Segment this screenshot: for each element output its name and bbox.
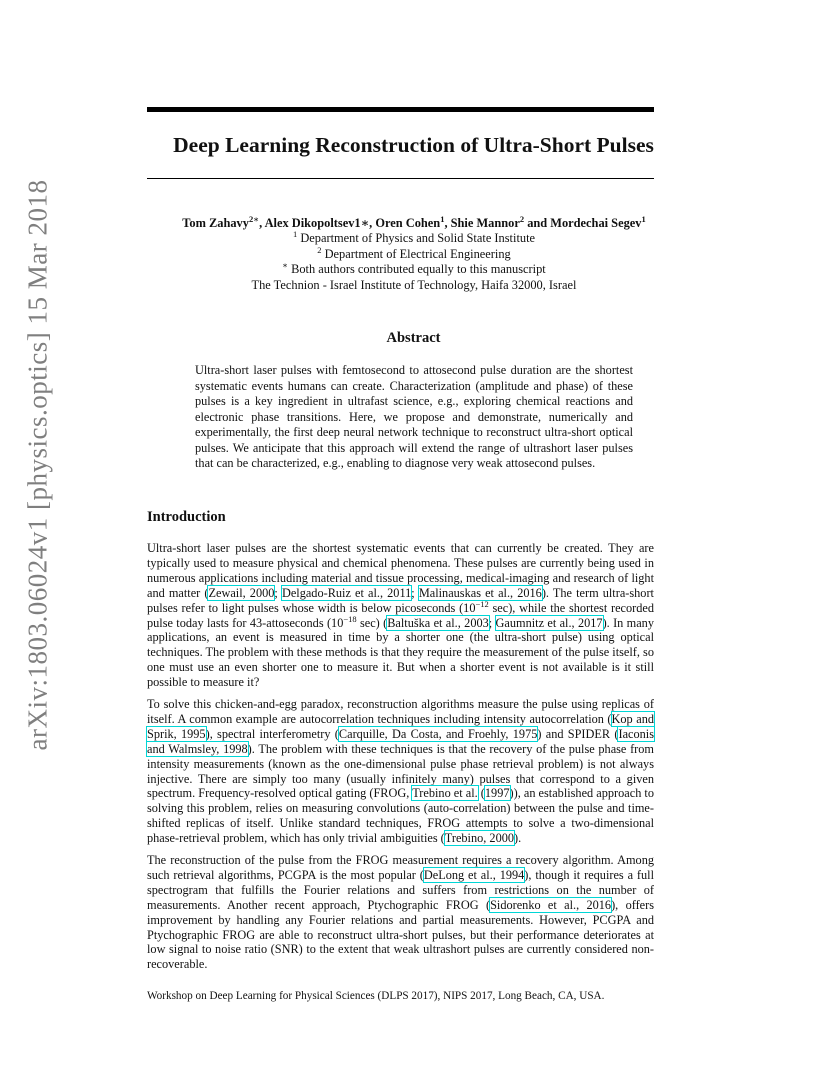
citation-link[interactable]: Kop and Sprik, 1995 bbox=[147, 711, 654, 741]
title-rule-top bbox=[147, 107, 654, 112]
citation-link[interactable]: Delgado-Ruiz et al., 2011 bbox=[281, 585, 412, 600]
intro-paragraph-1: Ultra-short laser pulses are the shortest systematic events that can currently be created. They are typically used to measure physical and chemical phenomena. These pulses are currently being used in numerous applications including material and tissue processing, medical-imaging and research of light and matter (Zewail, 2000; Delgado-Ruiz et al., 2011; Malinauskas et al., 2016). The term ultra-short pulses refer to light pulses whose width is below picoseconds ($10^{-12}$ sec), while the shortest recorded pulse today lasts for 43-attoseconds ($10^{-18}$ sec) (Baltuška et al., 2003; Gaumnitz et al., 2017). In many applications, an event is measured in time by a shorter one (the ultra-short pulse) using optical techniques. The problem with these methods is that they require the measurement of the pulse itself, so one must use an even shorter one to measure it. But when a shorter event is not available is it still possible to measure it? bbox=[147, 541, 654, 690]
citation-link[interactable]: Iaconis and Walmsley, 1998 bbox=[147, 726, 654, 756]
equal-contribution-note: ∗ Both authors contributed equally to this manuscript bbox=[282, 260, 546, 277]
citation-link[interactable]: Trebino et al. bbox=[412, 786, 478, 801]
citation-link[interactable]: Baltuška et al., 2003 bbox=[387, 615, 489, 630]
citation-link[interactable]: Trebino, 2000 bbox=[444, 831, 515, 846]
citation-link[interactable]: Carquille, Da Costa, and Froehly, 1975 bbox=[338, 726, 538, 741]
citation-link[interactable]: Malinauskas et al., 2016 bbox=[418, 585, 542, 600]
citation-link[interactable]: Zewail, 2000 bbox=[208, 585, 275, 600]
citation-link[interactable]: Gaumnitz et al., 2017 bbox=[495, 615, 603, 630]
arxiv-stamp bbox=[0, 0, 56, 1072]
intro-paragraph-3: The reconstruction of the pulse from the FROG measurement requires a recovery algorithm. Among such retrieval algorithms, PCGPA is the most popular (DeLong et al., 1994), though it requires a full spectrogram that fulfills the Fourier relations and suffers from restrictions on the number of measurements. Another recent approach, Ptychographic FROG (Sidorenko et al., 2016), offers improvement by handling any Fourier relations and partial measurements. However, PCGPA and Ptychographic FROG are able to reconstruct ultra-short pulses, but their performance deteriorates at low signal to noise ratio (SNR) to the extent that weak ultrashort pulses are currently considered non-recoverable. bbox=[147, 853, 655, 972]
author-block bbox=[120, 216, 708, 293]
affiliation-ee: $^2$ Department of Electrical Engineering bbox=[317, 244, 511, 261]
paper-title: Deep Learning Reconstruction of Ultra-Short Pulses bbox=[173, 133, 654, 157]
institution: The Technion - Israel Institute of Technology, Haifa 32000, Israel bbox=[251, 277, 577, 292]
title-rule-bottom bbox=[147, 178, 654, 179]
citation-link[interactable]: DeLong et al., 1994 bbox=[423, 867, 525, 882]
introduction-heading: Introduction bbox=[147, 509, 226, 525]
citation-link[interactable]: 1997 bbox=[484, 786, 510, 801]
intro-paragraph-2: To solve this chicken-and-egg paradox, reconstruction algorithms measure the pulse using replicas of itself. A common example are autocorrelation techniques including intensity autocorrelation (Kop and Sprik, 1995), spectral interferometry (Carquille, Da Costa, and Froehly, 1975) and SPIDER (Iaconis and Walmsley, 1998). The problem with these techniques is that the recovery of the pulse phase from intensity measurements (known as the one-dimensional pulse phase retrieval problem) is not always injective. There are simply too many (usually infinitely many) pulses that correspond to a given spectrum. Frequency-resolved optical gating (FROG, Trebino et al. (1997)), an established approach to solving this problem, relies on measuring convolutions (auto-correlation) between the pulse and time-shifted replicas of itself. Unlike standard techniques, FROG attempts to solve a two-dimensional phase-retrieval problem, which has only trivial ambiguities (Trebino, 2000). bbox=[147, 697, 655, 846]
workshop-footnote: Workshop on Deep Learning for Physical Sciences (DLPS 2017), NIPS 2017, Long Beach, CA, USA. bbox=[147, 990, 605, 1002]
abstract-heading: Abstract bbox=[386, 330, 441, 346]
citation-link[interactable]: Sidorenko et al., 2016 bbox=[490, 897, 612, 912]
author-names: Tom Zahavy$^{2∗}$, Alex Dikopoltsev1∗, Oren Cohen$^1$, Shie Mannor$^2$ and Mordechai Segev$^1$ bbox=[182, 214, 646, 230]
arxiv-identifier: arXiv:1803.06024v1 [physics.optics] 15 Mar 2018 bbox=[22, 179, 53, 751]
abstract-text: Ultra-short laser pulses with femtosecond to attosecond pulse duration are the shortest systematic events humans can create. Characterization (amplitude and phase) of these pulses is a key ingredient in ultrafast science, e.g., exploring chemical reactions and electronic phase transitions. Here, we propose and demonstrate, numerically and experimentally, the first deep neural network technique to reconstruct ultra-short optical pulses. We anticipate that this approach will extend the range of ultrashort laser pulses that can be characterized, e.g., enabling to diagnose very weak attosecond pulses. bbox=[195, 363, 633, 470]
affiliation-physics: $^1$ Department of Physics and Solid State Institute bbox=[292, 229, 536, 246]
